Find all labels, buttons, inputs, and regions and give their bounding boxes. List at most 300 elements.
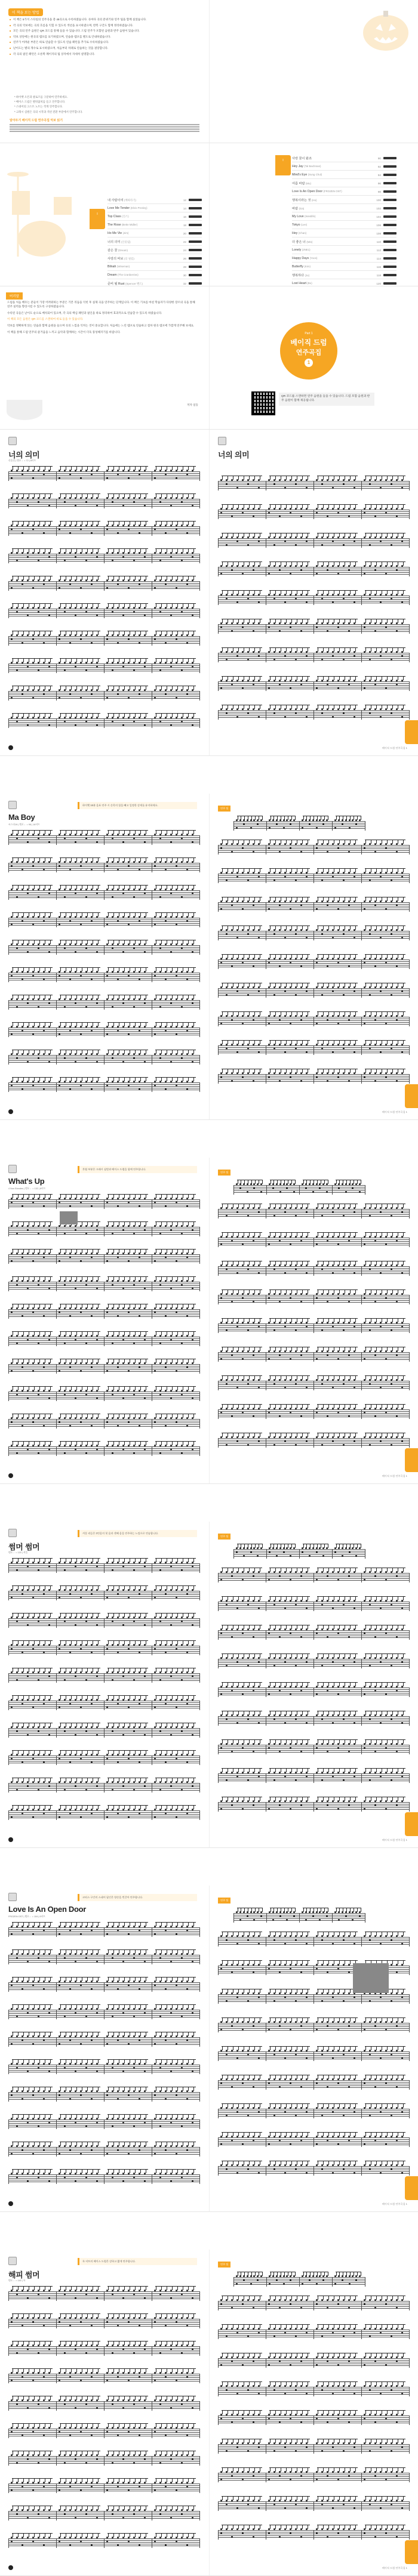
note-head <box>242 847 244 849</box>
note-head <box>85 501 87 503</box>
note-stem <box>238 955 239 958</box>
song-name: Butterfly <box>292 265 305 269</box>
note-head <box>272 1187 274 1189</box>
note-stem <box>18 940 19 944</box>
note-head <box>380 601 382 603</box>
drum-staff-system <box>218 653 409 662</box>
note-head <box>348 684 350 686</box>
note-stem <box>23 659 24 662</box>
note-head <box>181 948 183 949</box>
note-stem <box>254 1041 255 1044</box>
note-beam <box>155 1077 196 1078</box>
note-head <box>144 1397 146 1399</box>
note-stem <box>98 686 99 690</box>
note-stem <box>323 926 324 930</box>
note-head <box>85 1057 87 1059</box>
song-list-item[interactable] <box>292 279 397 286</box>
note-stem <box>23 940 24 944</box>
note-stem <box>302 648 303 652</box>
drum-staff-system <box>8 1446 199 1456</box>
note-head <box>192 841 193 843</box>
note-head <box>364 512 365 514</box>
note-stem <box>172 1250 173 1253</box>
note-head <box>170 1229 172 1231</box>
note-stem <box>87 995 88 999</box>
note-head <box>117 474 119 476</box>
note-stem <box>323 983 324 987</box>
note-stem <box>286 926 287 930</box>
note-head <box>273 598 275 600</box>
song-list-item[interactable] <box>292 204 397 212</box>
note-stem <box>222 1069 223 1073</box>
note-beam <box>107 658 148 659</box>
note-head <box>396 1080 398 1082</box>
note-head <box>176 697 177 699</box>
bar-line <box>218 1017 219 1026</box>
song-list-item[interactable] <box>292 246 397 254</box>
note-stem <box>177 631 178 635</box>
note-stem <box>108 1050 109 1054</box>
note-stem <box>140 1195 141 1198</box>
note-head <box>300 905 302 906</box>
note-head <box>75 615 76 616</box>
note-stem <box>113 1359 114 1363</box>
song-list-item[interactable] <box>292 237 397 246</box>
note-head <box>258 601 260 603</box>
note-stem <box>135 631 136 635</box>
qr-code[interactable] <box>251 391 275 415</box>
intro-right <box>209 286 418 429</box>
note-head <box>80 477 82 479</box>
song-name: The Rose <box>107 223 122 227</box>
sheet-music-page <box>0 794 418 1120</box>
difficulty-bar <box>383 257 397 260</box>
note-head <box>165 1257 167 1258</box>
song-list-item[interactable] <box>107 237 202 246</box>
note-stem <box>286 648 287 652</box>
note-stem <box>172 522 173 525</box>
note-stem <box>113 886 114 889</box>
note-head <box>106 924 108 925</box>
note-stem <box>188 659 189 662</box>
note-head <box>32 1370 34 1372</box>
note-stem <box>124 576 125 580</box>
note-stem <box>124 522 125 525</box>
note-stem <box>238 505 239 508</box>
note-stem <box>249 955 250 958</box>
note-stem <box>140 858 141 862</box>
note-head <box>27 724 29 726</box>
note-stem <box>238 1069 239 1073</box>
note-stem <box>376 983 377 987</box>
note-stem <box>286 897 287 901</box>
note-stem <box>76 1387 77 1390</box>
note-stem <box>177 1250 178 1253</box>
note-stem <box>365 476 366 480</box>
note-head <box>106 1421 108 1423</box>
note-head <box>226 712 228 714</box>
note-stem <box>302 983 303 987</box>
note-stem <box>387 983 388 987</box>
song-page-number: 108 <box>376 232 381 235</box>
note-head <box>106 529 108 530</box>
note-beam <box>12 912 53 913</box>
note-stem <box>161 714 162 717</box>
note-stem <box>76 968 77 971</box>
note-stem <box>339 619 340 623</box>
note-head <box>279 630 281 632</box>
bar-line <box>56 581 57 591</box>
song-list-item[interactable] <box>292 196 397 204</box>
note-head <box>38 1006 39 1008</box>
note-head <box>343 1048 345 1050</box>
note-head <box>144 1339 146 1341</box>
song-title <box>292 181 371 186</box>
note-head <box>316 1076 318 1078</box>
note-stem <box>188 1195 189 1198</box>
bar-line <box>199 1199 200 1209</box>
drum-staff-system <box>218 874 409 883</box>
bar-line <box>409 567 410 576</box>
note-head <box>354 1051 355 1053</box>
song-name: 여름 바람 <box>292 181 306 186</box>
note-stem <box>18 1250 19 1253</box>
note-head <box>106 1312 108 1313</box>
note-stem <box>365 648 366 652</box>
note-head <box>11 529 13 530</box>
note-head <box>48 1229 50 1231</box>
note-head <box>268 1076 270 1078</box>
note-stem <box>76 913 77 917</box>
note-stem <box>71 1250 72 1253</box>
note-head <box>32 1260 34 1262</box>
note-head <box>247 483 249 485</box>
difficulty-bar <box>189 274 202 276</box>
note-head <box>231 905 233 906</box>
category-tab[interactable]: Ⅰ <box>275 155 291 175</box>
note-head <box>380 655 382 657</box>
difficulty-bar <box>383 266 397 268</box>
note-stem <box>403 705 404 709</box>
note-beam <box>222 504 262 505</box>
note-head <box>75 1002 76 1004</box>
note-stem <box>376 591 377 594</box>
note-stem <box>23 631 24 635</box>
note-stem <box>23 467 24 470</box>
note-stem <box>387 705 388 709</box>
note-head <box>106 477 108 479</box>
song-page-number: 24 <box>183 248 186 252</box>
note-stem <box>135 1050 136 1054</box>
note-head <box>154 477 156 479</box>
note-stem <box>193 886 194 889</box>
song-list-item[interactable] <box>107 279 202 286</box>
note-beam <box>107 1249 148 1250</box>
song-list-item[interactable] <box>107 204 202 212</box>
note-stem <box>60 968 61 971</box>
note-stem <box>323 955 324 958</box>
note-head <box>117 869 119 871</box>
note-stem <box>172 1195 173 1198</box>
song-list-item[interactable] <box>292 254 397 263</box>
category-tab[interactable]: Ⅰ <box>90 209 105 229</box>
note-stem <box>50 1442 51 1445</box>
note-stem <box>251 1180 252 1184</box>
note-head <box>159 948 161 949</box>
note-head <box>48 505 50 507</box>
song-list-item[interactable] <box>292 187 397 196</box>
note-head <box>236 655 238 657</box>
note-stem <box>284 816 285 820</box>
note-head <box>75 556 76 558</box>
note-stem <box>71 1277 72 1281</box>
note-beam <box>60 713 100 714</box>
bar-line <box>56 1254 57 1264</box>
bar-line <box>56 1419 57 1429</box>
note-head <box>337 627 339 628</box>
note-stem <box>403 591 404 594</box>
page-how-to-use <box>0 0 418 143</box>
song-title <box>292 240 371 244</box>
note-head <box>112 721 113 723</box>
note-head <box>306 601 308 603</box>
note-stem <box>76 1250 77 1253</box>
note-stem <box>60 886 61 889</box>
bar-line <box>104 1227 105 1236</box>
note-stem <box>50 714 51 717</box>
note-head <box>85 1233 87 1235</box>
note-stem <box>387 533 388 537</box>
bar-line <box>104 835 105 845</box>
note-stem <box>60 1050 61 1054</box>
note-stem <box>140 1277 141 1281</box>
note-stem <box>140 604 141 607</box>
note-head <box>181 611 183 613</box>
note-stem <box>161 1050 162 1054</box>
note-head <box>186 1257 188 1258</box>
note-stem <box>387 1069 388 1073</box>
note-stem <box>336 816 337 820</box>
note-stem <box>87 1442 88 1445</box>
bar-line <box>8 554 9 563</box>
note-head <box>59 1202 60 1204</box>
note-beam <box>107 885 148 886</box>
note-stem <box>34 467 35 470</box>
note-stem <box>376 840 377 844</box>
note-head <box>106 1370 108 1372</box>
note-beam <box>155 658 196 659</box>
page-contents <box>0 143 418 286</box>
note-stem <box>328 476 329 480</box>
note-head <box>69 1257 71 1258</box>
bar-line <box>104 1419 105 1429</box>
note-head <box>133 1006 135 1008</box>
note-stem <box>113 1222 114 1226</box>
note-stem <box>188 1359 189 1363</box>
bar-line <box>218 960 219 969</box>
note-head <box>69 979 71 980</box>
note-stem <box>108 1387 109 1390</box>
song-list-item[interactable] <box>107 229 202 237</box>
note-stem <box>193 1277 194 1281</box>
note-stem <box>249 562 250 566</box>
bar-line <box>104 945 105 955</box>
note-head <box>348 965 350 967</box>
song-list-item[interactable] <box>292 229 397 237</box>
note-stem <box>135 940 136 944</box>
note-head <box>38 1057 39 1059</box>
song-list-item[interactable] <box>292 271 397 279</box>
note-stem <box>339 591 340 594</box>
song-artist: (Elvis Presley) <box>130 206 147 209</box>
note-stem <box>39 494 40 498</box>
note-stem <box>50 1250 51 1253</box>
note-head <box>343 544 345 546</box>
song-list-item[interactable] <box>107 246 202 254</box>
song-title: What's Up <box>8 1177 45 1186</box>
note-head <box>321 880 323 881</box>
note-head <box>332 991 334 992</box>
note-head <box>96 1288 98 1289</box>
drum-staff-system <box>8 526 199 536</box>
note-stem <box>350 591 351 594</box>
note-head <box>258 541 260 542</box>
song-title: 너의 의미 <box>8 451 40 459</box>
note-stem <box>60 1078 61 1081</box>
note-head <box>154 1370 156 1372</box>
note-head <box>48 556 50 558</box>
note-stem <box>177 886 178 889</box>
bar-line <box>218 596 219 605</box>
note-stem <box>275 840 276 844</box>
song-list-item[interactable] <box>292 154 397 162</box>
note-head <box>117 920 119 922</box>
note-stem <box>323 505 324 508</box>
bar-line <box>104 1082 105 1092</box>
note-stem <box>392 505 393 508</box>
note-stem <box>76 886 77 889</box>
note-head <box>332 876 334 878</box>
note-stem <box>291 533 292 537</box>
note-stem <box>392 562 393 566</box>
song-list-item[interactable] <box>107 221 202 229</box>
drum-staff-system <box>8 1392 199 1401</box>
note-stem <box>392 476 393 480</box>
note-stem <box>222 926 223 930</box>
note-stem <box>172 1078 173 1081</box>
bar-line <box>104 863 105 872</box>
note-head <box>144 505 146 507</box>
note-stem <box>23 995 24 999</box>
note-stem <box>18 1387 19 1390</box>
note-head <box>144 666 146 668</box>
note-stem <box>124 1332 125 1335</box>
note-stem <box>376 1041 377 1044</box>
note-head <box>302 827 303 829</box>
song-list-item[interactable] <box>292 263 397 271</box>
note-stem <box>270 926 271 930</box>
note-stem <box>87 1050 88 1054</box>
note-stem <box>188 913 189 917</box>
note-head <box>290 627 291 628</box>
note-stem <box>177 858 178 862</box>
song-meta: 씨스타19 | 템포 ♩= 98 | 16비트 <box>8 823 40 826</box>
note-head <box>96 1339 98 1341</box>
note-stem <box>98 467 99 470</box>
note-stem <box>222 677 223 680</box>
note-stem <box>188 1414 189 1418</box>
song-list-item[interactable] <box>107 254 202 263</box>
note-head <box>300 630 302 632</box>
note-head <box>306 487 308 489</box>
note-stem <box>34 995 35 999</box>
note-stem <box>295 816 296 820</box>
note-head <box>176 1370 177 1372</box>
song-artist: (배따라기) <box>124 198 136 202</box>
note-stem <box>135 549 136 553</box>
note-stem <box>71 1078 72 1081</box>
note-stem <box>172 886 173 889</box>
note-stem <box>87 522 88 525</box>
note-head <box>295 659 297 661</box>
song-list-item[interactable] <box>107 271 202 279</box>
note-stem <box>34 1078 35 1081</box>
note-head <box>369 598 371 600</box>
note-stem <box>254 840 255 844</box>
song-list-item[interactable] <box>292 171 397 179</box>
note-stem <box>251 816 252 820</box>
note-stem <box>124 1277 125 1281</box>
difficulty-bar <box>189 266 202 268</box>
song-list-item[interactable] <box>107 196 202 204</box>
note-stem <box>291 705 292 709</box>
note-head <box>27 841 29 843</box>
note-head <box>343 880 345 881</box>
note-stem <box>270 1012 271 1016</box>
note-stem <box>392 869 393 872</box>
note-head <box>226 659 228 661</box>
note-stem <box>270 677 271 680</box>
note-stem <box>339 897 340 901</box>
note-head <box>284 876 286 878</box>
song-list-item[interactable] <box>292 212 397 221</box>
note-stem <box>23 1050 24 1054</box>
note-stem <box>39 1387 40 1390</box>
note-stem <box>177 940 178 944</box>
note-head <box>327 965 328 967</box>
chapter-badge <box>280 322 337 380</box>
note-stem <box>376 476 377 480</box>
note-stem <box>254 648 255 652</box>
note-head <box>96 951 98 953</box>
song-list-item[interactable] <box>292 162 397 171</box>
note-stem <box>60 494 61 498</box>
song-list-item[interactable] <box>107 263 202 271</box>
note-beam <box>269 925 310 926</box>
note-head <box>144 615 146 616</box>
note-stem <box>323 840 324 844</box>
note-stem <box>238 926 239 930</box>
song-list-item[interactable] <box>292 221 397 229</box>
note-head <box>220 1076 222 1078</box>
bar-line <box>104 1337 105 1346</box>
song-list-item[interactable] <box>292 179 397 187</box>
note-stem <box>188 858 189 862</box>
difficulty-bar <box>189 257 202 260</box>
note-stem <box>350 648 351 652</box>
song-list-item[interactable] <box>107 212 202 221</box>
note-head <box>374 965 376 967</box>
